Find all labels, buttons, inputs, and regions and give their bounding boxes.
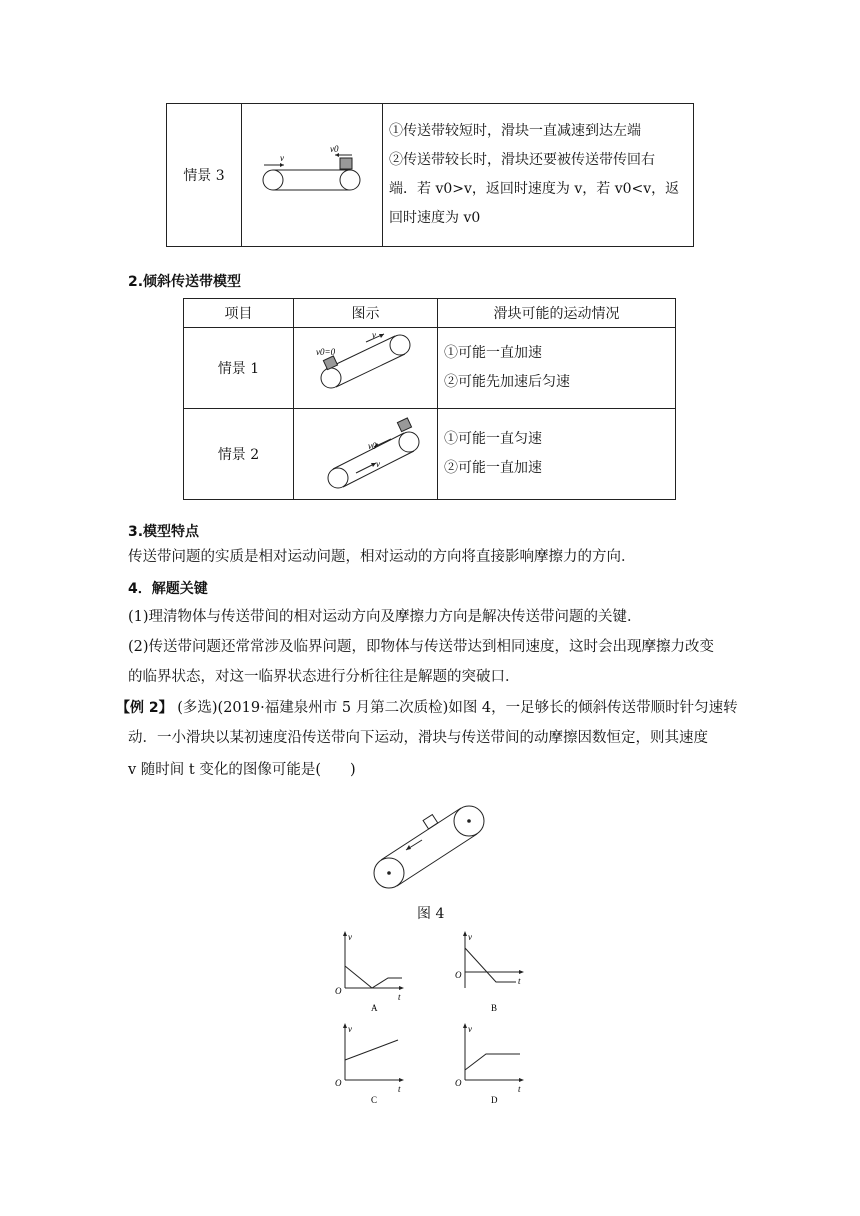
- svg-text:v: v: [372, 330, 376, 340]
- note-line: ①可能一直匀速: [444, 431, 542, 447]
- table-horizontal-belt: [166, 103, 694, 247]
- svg-text:v: v: [376, 459, 380, 469]
- section-4-title: 4．解题关键: [128, 581, 208, 597]
- note-line: 端．若 v0>v，返回时速度为 v，若 v0<v，返: [389, 181, 680, 197]
- scene-label: 情景 1: [184, 328, 294, 409]
- table-inclined-belt: [183, 298, 676, 500]
- note-line: ①传送带较短时，滑块一直减速到达左端: [389, 123, 641, 139]
- inclined-belt-diagram-1: [294, 328, 437, 404]
- example-line-2: 动．一小滑块以某初速度沿传送带向下运动，滑块与传送带间的动摩擦因数恒定，则其速度: [128, 730, 708, 746]
- note-line: ②可能一直加速: [444, 460, 542, 476]
- svg-text:v: v: [348, 932, 352, 942]
- scene-notes: [438, 328, 676, 409]
- graph-letter: C: [371, 1095, 378, 1105]
- header-motion: 滑块可能的运动情况: [438, 299, 676, 328]
- svg-text:O: O: [455, 1078, 462, 1088]
- paragraph-line: (2)传送带问题还常常涉及临界问题，即物体与传送带达到相同速度，这时会出现摩擦力改变: [128, 639, 715, 655]
- svg-text:v: v: [348, 1024, 352, 1034]
- scene-figure: [242, 104, 383, 247]
- section-3-text: 传送带问题的实质是相对运动问题，相对运动的方向将直接影响摩擦力的方向．: [128, 549, 636, 565]
- scene-notes: [383, 104, 694, 247]
- figure-4-caption: 图 4: [417, 906, 445, 922]
- scene-figure: [294, 328, 438, 409]
- scene-figure: [294, 409, 438, 500]
- inclined-belt-diagram-2: [294, 409, 437, 495]
- svg-text:v: v: [468, 1024, 472, 1034]
- paragraph-line: 的临界状态，对这一临界状态进行分析往往是解题的突破口．: [128, 669, 520, 685]
- note-line: ②可能先加速后匀速: [444, 374, 570, 390]
- svg-text:v0: v0: [368, 441, 377, 451]
- graph-letter: A: [371, 1003, 378, 1013]
- graph-c: [330, 1020, 410, 1108]
- scene-label: 情景 3: [167, 104, 242, 247]
- section-2-title: 2.倾斜传送带模型: [128, 274, 242, 290]
- header-item: 项目: [184, 299, 294, 328]
- note-line: 回时速度为 v0: [389, 210, 481, 226]
- svg-text:O: O: [335, 1078, 342, 1088]
- scene-notes: [438, 409, 676, 500]
- svg-text:O: O: [455, 970, 462, 980]
- note-line: ①可能一直加速: [444, 345, 542, 361]
- graph-d: [450, 1020, 530, 1108]
- svg-text:v0=0: v0=0: [316, 347, 336, 357]
- svg-text:t: t: [398, 1084, 401, 1094]
- svg-text:v: v: [280, 153, 284, 163]
- svg-text:O: O: [335, 986, 342, 996]
- header-figure: 图示: [294, 299, 438, 328]
- paragraph-line: (1)理清物体与传送带间的相对运动方向及摩擦力方向是解决传送带问题的关键．: [128, 609, 642, 625]
- graph-letter: D: [491, 1095, 498, 1105]
- example-line-3: v 随时间 t 变化的图像可能是( ): [128, 762, 356, 778]
- graph-letter: B: [491, 1003, 498, 1013]
- graph-b: [450, 928, 530, 1016]
- svg-text:v0: v0: [330, 144, 339, 154]
- svg-text:t: t: [518, 1084, 521, 1094]
- horizontal-belt-diagram: [242, 104, 382, 242]
- scene-label: 情景 2: [184, 409, 294, 500]
- svg-text:t: t: [398, 992, 401, 1002]
- example-line-1: 【例 2】 (多选)(2019·福建泉州市 5 月第二次质检)如图 4，一足够长的倾斜传送带顺时针匀速转: [116, 700, 738, 716]
- figure-4-diagram: [370, 800, 490, 895]
- svg-text:t: t: [518, 976, 521, 986]
- graph-a: [330, 928, 410, 1016]
- section-3-title: 3.模型特点: [128, 524, 200, 540]
- svg-text:v: v: [468, 932, 472, 942]
- example-tag: 【例 2】: [116, 700, 173, 716]
- note-line: ②传送带较长时，滑块还要被传送带传回右: [389, 152, 655, 168]
